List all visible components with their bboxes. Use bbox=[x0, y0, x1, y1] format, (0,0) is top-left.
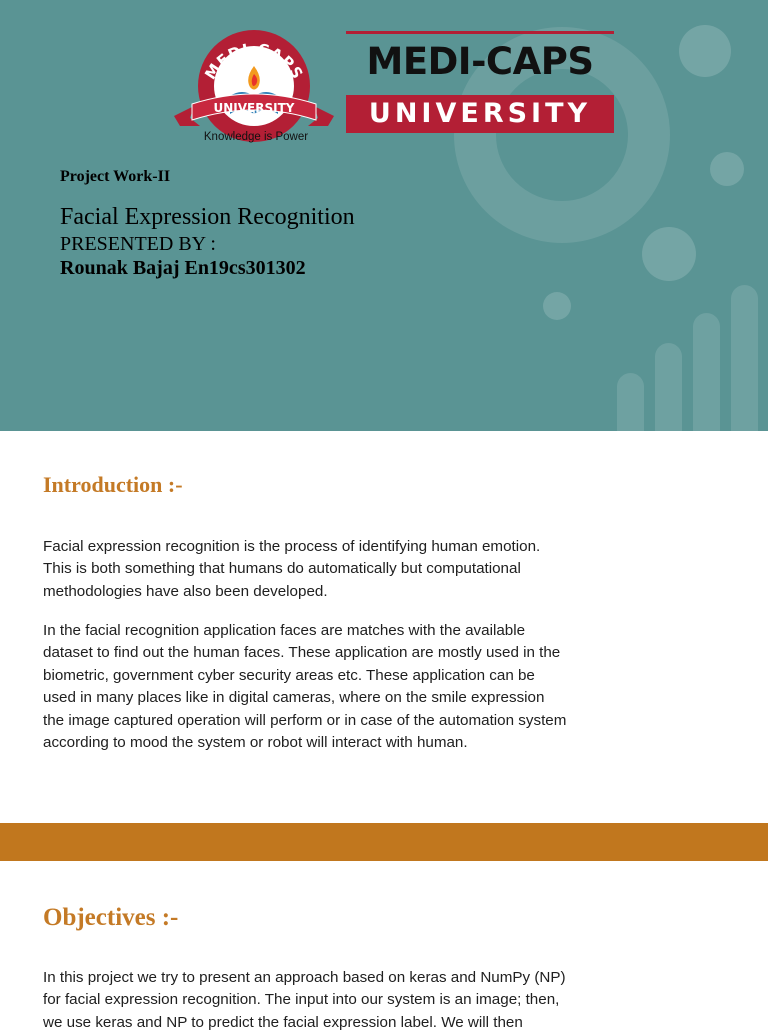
text-line: Facial expression recognition is the process of identifying human emotion. bbox=[43, 538, 541, 555]
author-name: Rounak Bajaj En19cs301302 bbox=[60, 257, 306, 279]
objectives-heading: Objectives :- bbox=[43, 904, 179, 931]
introduction-heading: Introduction :- bbox=[43, 472, 183, 497]
text-line: In the facial recognition application faces are matches with the available bbox=[43, 622, 526, 639]
text-line: biometric, government cyber security areas etc. These application can be bbox=[43, 666, 535, 684]
text-line: In this project we try to present an approach based on keras and NumPy (NP) bbox=[43, 969, 566, 986]
decorative-dot bbox=[642, 227, 696, 281]
text-line: methodologies have also been developed. bbox=[43, 582, 328, 600]
course-label: Project Work-II bbox=[60, 168, 171, 185]
emblem-ribbon-text: UNIVERSITY bbox=[213, 101, 295, 115]
text-line: according to mood the system or robot will interact with human. bbox=[43, 734, 468, 752]
presentation-title: Facial Expression Recognition bbox=[60, 204, 355, 230]
title-slide bbox=[0, 0, 768, 431]
wordmark-band bbox=[346, 95, 614, 133]
wordmark-sub: UNIVERSITY bbox=[368, 98, 592, 129]
text-line: for facial expression recognition. The input into our system is an image; then, bbox=[43, 991, 560, 1009]
wordmark-top-rule bbox=[346, 31, 614, 34]
decorative-bar bbox=[693, 313, 720, 431]
introduction-paragraph-2 bbox=[43, 620, 643, 754]
presented-by-label: PRESENTED BY : bbox=[60, 233, 216, 255]
slide-divider-band bbox=[0, 823, 768, 861]
decorative-bar bbox=[617, 373, 644, 431]
wordmark-name: MEDI-CAPS bbox=[366, 40, 594, 83]
text-line: This is both something that humans do automatically but computational bbox=[43, 560, 521, 578]
emblem-arc-text: MEDI-CAPS bbox=[201, 39, 307, 83]
decorative-dot bbox=[543, 292, 571, 320]
logo-tagline: Knowledge is Power bbox=[203, 131, 309, 143]
text-line: dataset to find out the human faces. These application are mostly used in the bbox=[43, 644, 561, 662]
introduction-paragraph-1 bbox=[43, 536, 643, 603]
decorative-bar bbox=[655, 343, 682, 431]
text-line: we use keras and NP to predict the facial expression label. We will then bbox=[43, 1013, 523, 1031]
decorative-dot bbox=[679, 25, 731, 77]
decorative-dot bbox=[710, 152, 744, 186]
university-emblem-logo bbox=[170, 22, 338, 146]
text-line: the image captured operation will perform or in case of the automation system bbox=[43, 711, 567, 729]
decorative-bar bbox=[731, 285, 758, 431]
university-wordmark bbox=[346, 31, 614, 135]
text-line: used in many places like in digital cameras, where on the smile expression bbox=[43, 689, 545, 707]
